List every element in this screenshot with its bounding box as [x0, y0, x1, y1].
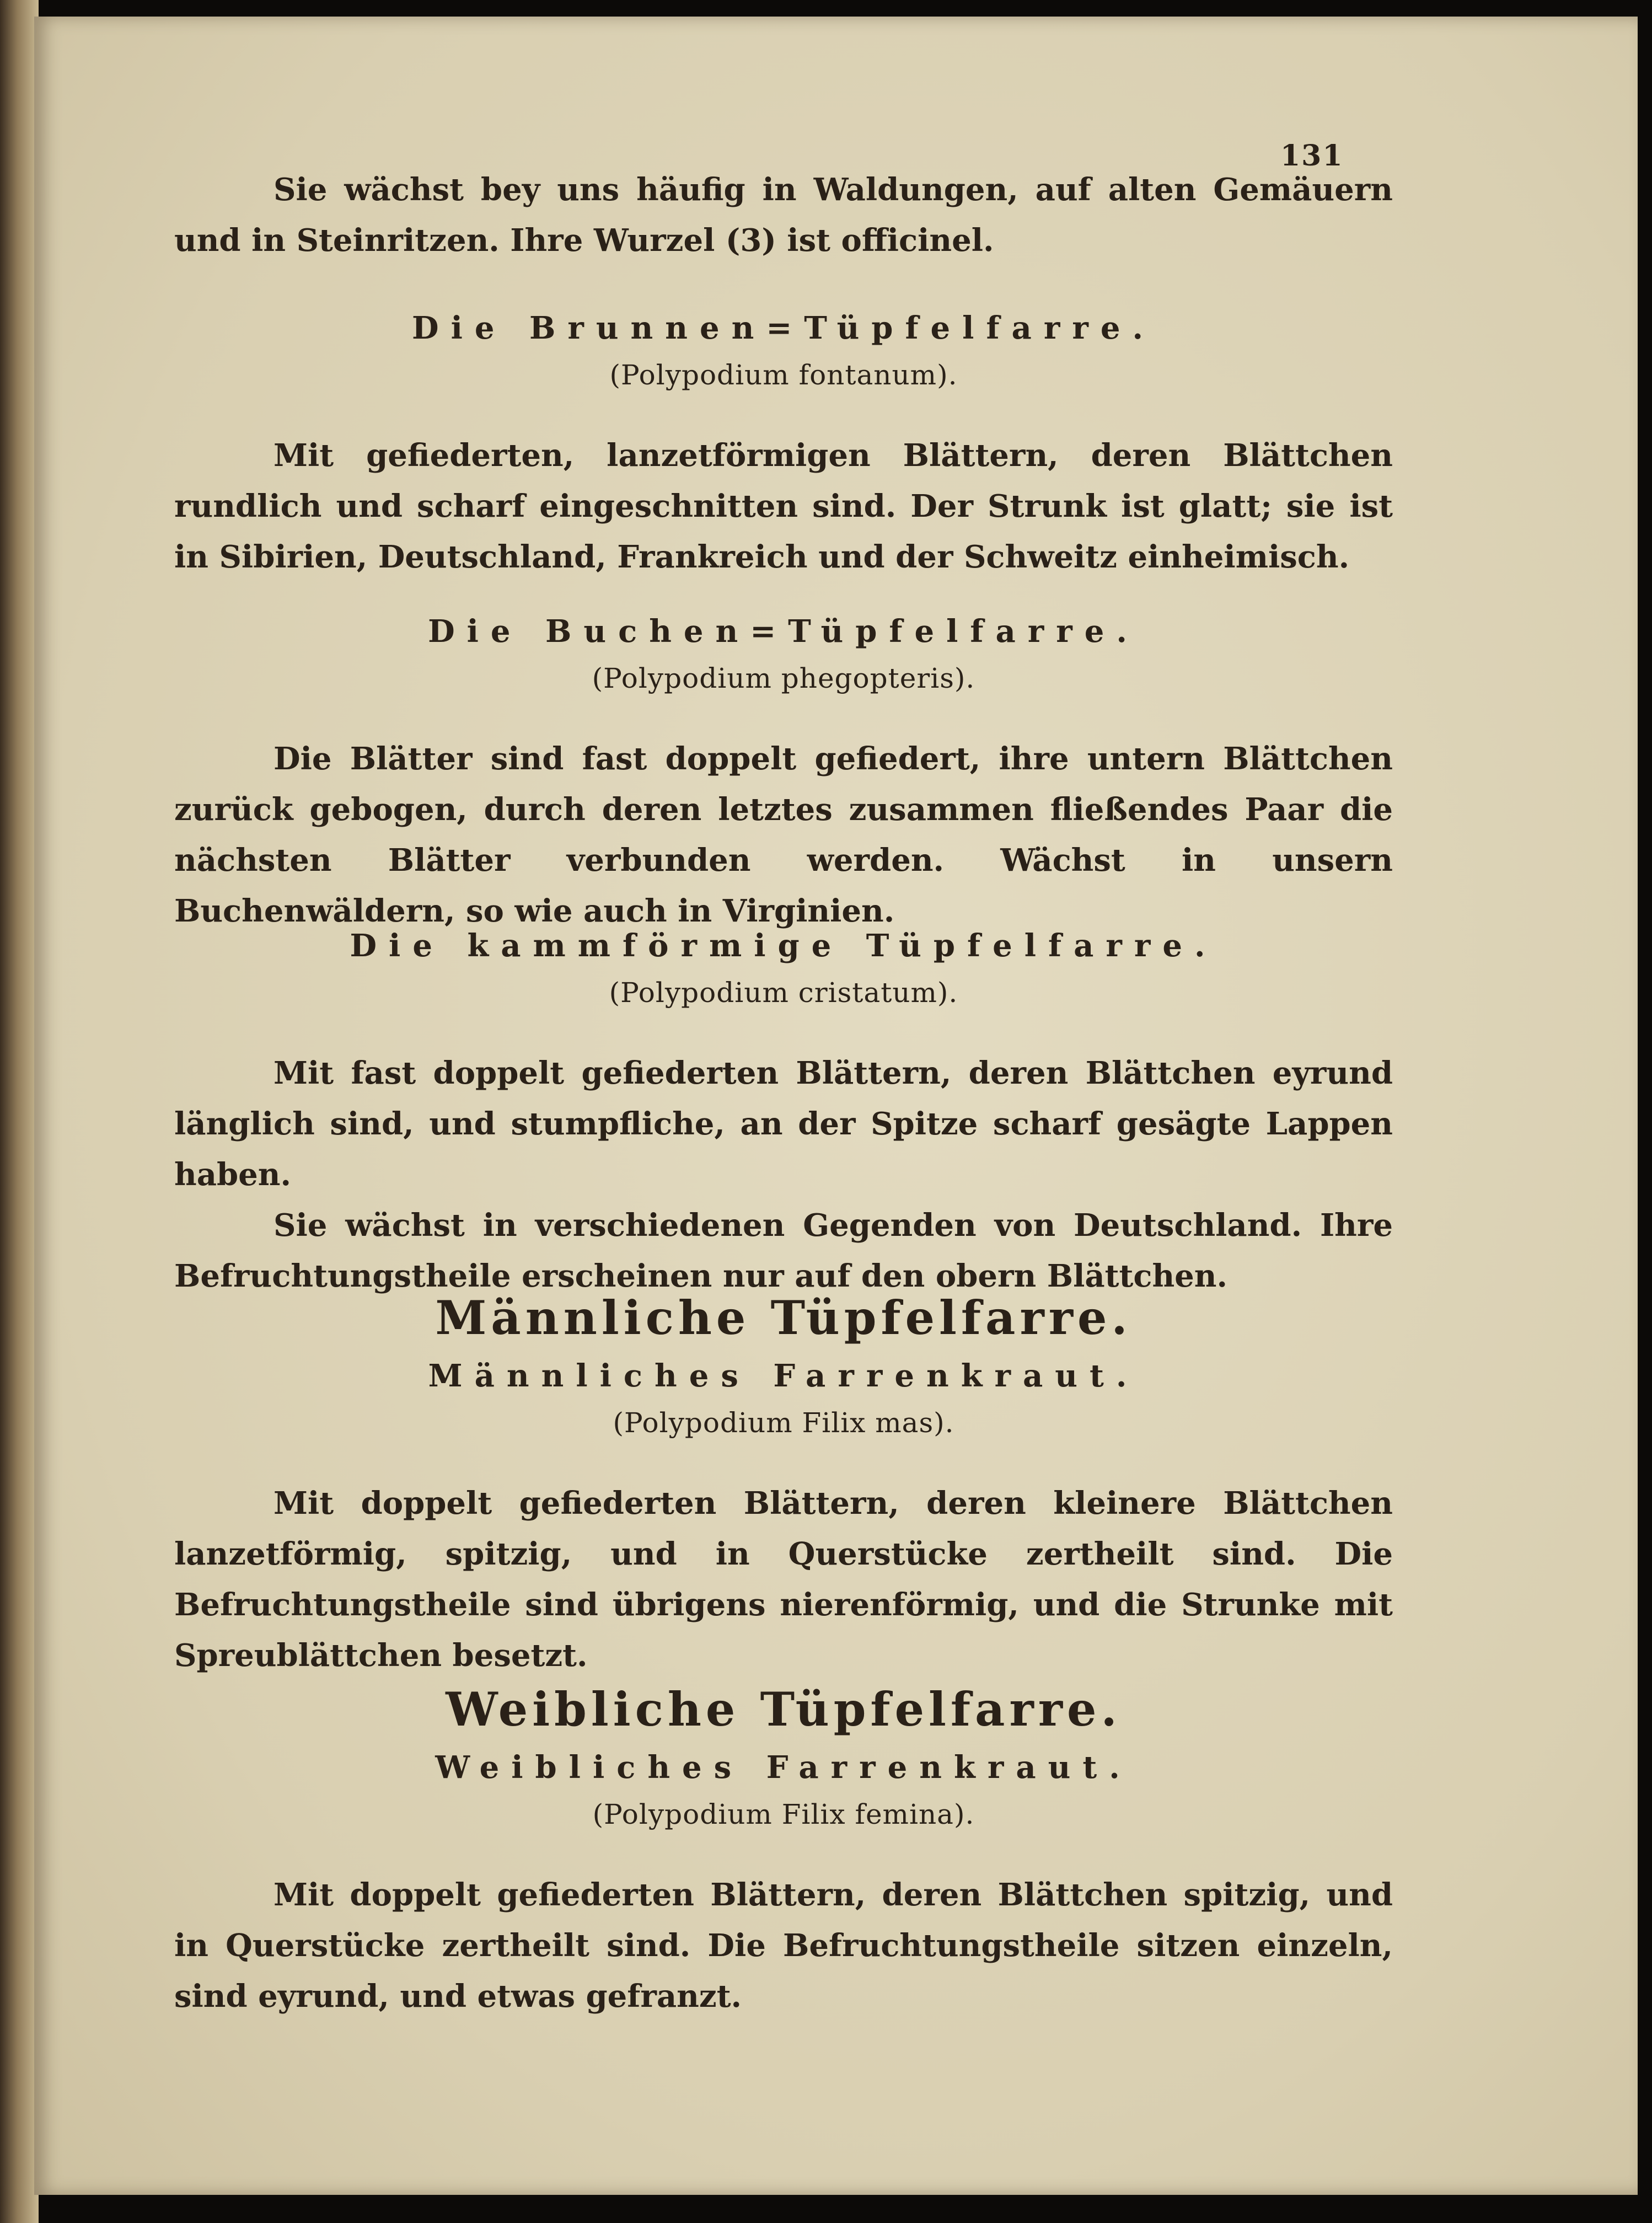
latin-name: (Polypodium cristatum).: [609, 977, 958, 1009]
paragraph: Sie wächst in verschiedenen Gegenden von Deutschland. Ihre Befruchtungstheile erscheinen nur auf den obern Blättchen.: [174, 1207, 1393, 1294]
paragraph: Mit doppelt gefiederten Blättern, deren kleinere Blättchen lanzetförmig, spitzig, und in Querstücke zertheilt sind. Die Befruchtungstheile sind übrigens nierenförmig, und die Strunke mit Spreublättchen besetzt.: [174, 1485, 1393, 1674]
paragraph: Die Blätter sind fast doppelt gefiedert, ihre untern Blättchen zurück gebogen, durch deren letztes zusammen fließendes Paar die nächsten Blätter verbunden werden. Wächst in unsern Buchenwäldern, so wie auch in Virginien.: [174, 741, 1393, 929]
paragraph: Mit fast doppelt gefiederten Blättern, deren Blättchen eyrund länglich sind, und stumpfliche, an der Spitze scharf gesägte Lappen haben.: [174, 1055, 1393, 1193]
latin-name: (Polypodium phegopteris).: [592, 662, 975, 694]
section-heading: Die Brunnen=Tüpfelfarre.: [412, 310, 1155, 346]
section-heading: Die Buchen=Tüpfelfarre.: [428, 613, 1139, 650]
paragraph: Mit doppelt gefiederten Blättern, deren Blättchen spitzig, und in Querstücke zertheilt sind. Die Befruchtungstheile sitzen einzeln, sind eyrund, und etwas gefranzt.: [174, 1877, 1393, 2015]
major-heading: Weibliche Tüpfelfarre.: [446, 1682, 1122, 1737]
section-heading: Weibliches Farrenkraut.: [435, 1749, 1132, 1786]
major-heading: Männliche Tüpfelfarre.: [435, 1290, 1132, 1345]
section-kamm: [174, 921, 1393, 1301]
paragraph: Mit gefiederten, lanzetförmigen Blättern, deren Blättchen rundlich und scharf eingeschnitten sind. Der Strunk ist glatt; sie ist in Sibirien, Deutschland, Frankreich und der Schweitz einheimisch.: [174, 437, 1393, 575]
intro-block: [174, 164, 1393, 266]
section-heading: Die kammförmige Tüpfelfarre.: [350, 928, 1217, 964]
page-number: 131: [1280, 139, 1344, 173]
book-spine: [0, 0, 39, 2223]
book-page: [34, 17, 1638, 2195]
section-weiblich: [174, 1676, 1393, 2022]
section-heading: Männliches Farrenkraut.: [428, 1358, 1139, 1394]
latin-name: (Polypodium fontanum).: [609, 359, 958, 391]
section-brunnen: [174, 303, 1393, 582]
latin-name: (Polypodium Filix femina).: [592, 1798, 975, 1830]
section-maennlich: [174, 1285, 1393, 1681]
latin-name: (Polypodium Filix mas).: [613, 1407, 954, 1439]
section-buchen: [174, 607, 1393, 936]
paragraph: Sie wächst bey uns häufig in Waldungen, auf alten Gemäuern und in Steinritzen. Ihre Wurzel (3) ist officinel.: [174, 172, 1393, 259]
